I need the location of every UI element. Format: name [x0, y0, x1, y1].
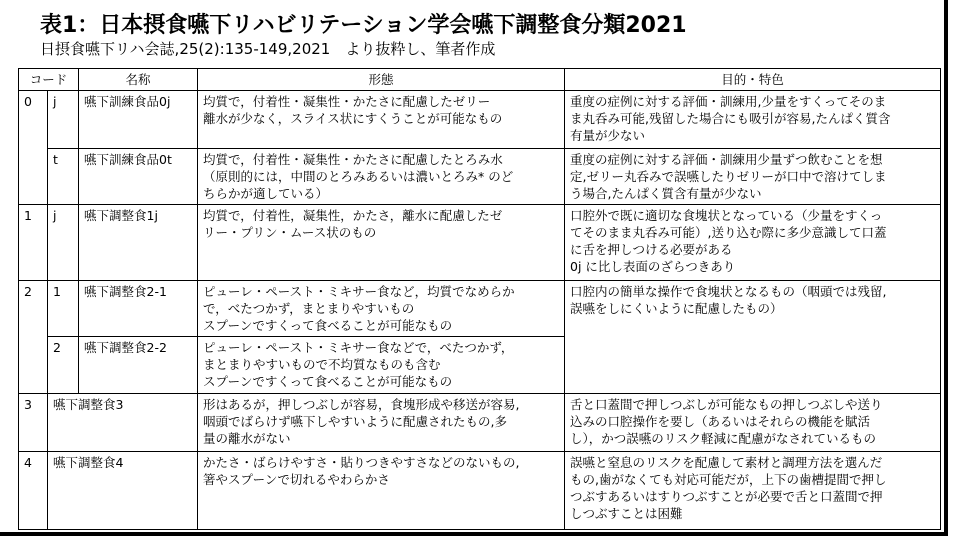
subcode-cell: j	[48, 91, 79, 149]
purpose-cell: 口腔外で既に適切な食塊状となっている（少量をすくっ てそのまま丸呑み可能）,送り込む際に多少意識して口蓋 に舌を押しつける必要がある 0j に比し表面のざらつきあり	[565, 205, 941, 281]
purpose-cell: 口腔内の簡単な操作で食塊状となるもの（咽頭では残留, 誤嚥をしにくいように配慮したもの）	[565, 281, 941, 394]
name-cell: 嚥下訓練食品0j	[79, 91, 198, 149]
name-cell: 嚥下訓練食品0t	[79, 149, 198, 205]
dysphagia-diet-table	[18, 68, 941, 530]
table-row	[19, 91, 941, 149]
purpose-cell: 舌と口蓋間で押しつぶしが可能なもの押しつぶしや送り 込みの口腔操作を要し（あるいはそれらの機能を賦活 し），かつ誤嚥のリスク軽減に配慮がなされているもの	[565, 394, 941, 452]
subcode-cell: j	[48, 205, 79, 281]
table-row	[19, 205, 941, 281]
source-citation: 日摂食嚥下リハ会誌,25(2):135-149,2021 より抜粋し、筆者作成	[40, 40, 496, 58]
name-cell: 嚥下調整食4	[48, 452, 198, 530]
subcode-cell: 1	[48, 281, 79, 337]
table-row	[19, 394, 941, 452]
header-name: 名称	[79, 69, 198, 91]
header-purpose: 目的・特色	[565, 69, 941, 91]
form-cell: 均質で，付着性・凝集性・かたさに配慮したゼリー 離水が少なく，スライス状にすくうことが可能なもの	[198, 91, 565, 149]
code-cell: 2	[19, 281, 48, 394]
code-cell: 0	[19, 91, 48, 205]
table-row	[19, 452, 941, 530]
form-cell: ピューレ・ペースト・ミキサー食など，均質でなめらか で，べたつかず，まとまりやすいもの スプーンですくって食べることが可能なもの	[198, 281, 565, 337]
subcode-cell: t	[48, 149, 79, 205]
name-cell: 嚥下調整食3	[48, 394, 198, 452]
name-cell: 嚥下調整食2-1	[79, 281, 198, 337]
table-header-row	[19, 69, 941, 91]
code-cell: 1	[19, 205, 48, 281]
table-row	[19, 281, 941, 337]
purpose-cell: 重度の症例に対する評価・訓練用,少量をすくってそのま ま丸呑み可能,残留した場合にも吸引が容易,たんぱく質含 有量が少ない	[565, 91, 941, 149]
purpose-cell: 重度の症例に対する評価・訓練用少量ずつ飲むことを想 定,ゼリー丸呑みで誤嚥したりゼリーが口中で溶けてしま う場合,たんぱく質含有量が少ない	[565, 149, 941, 205]
name-cell: 嚥下調整食1j	[79, 205, 198, 281]
header-code: コード	[19, 69, 79, 91]
form-cell: 均質で，付着性・凝集性・かたさに配慮したとろみ水 （原則的には，中間のとろみあるいは濃いとろみ* のど ちらかが適している）	[198, 149, 565, 205]
subcode-cell: 2	[48, 337, 79, 394]
form-cell: 均質で，付着性，凝集性，かたさ，離水に配慮したゼ リー・プリン・ムース状のもの	[198, 205, 565, 281]
form-cell: 形はあるが，押しつぶしが容易，食塊形成や移送が容易, 咽頭でばらけず嚥下しやすいように配慮されたもの,多 量の離水がない	[198, 394, 565, 452]
form-cell: ピューレ・ペースト・ミキサー食などで，べたつかず， まとまりやすいもので不均質なものも含む スプーンですくって食べることが可能なもの	[198, 337, 565, 394]
header-form: 形態	[198, 69, 565, 91]
name-cell: 嚥下調整食2-2	[79, 337, 198, 394]
table-row	[19, 149, 941, 205]
form-cell: かたさ・ばらけやすさ・貼りつきやすさなどのないもの, 箸やスプーンで切れるやわらかさ	[198, 452, 565, 530]
code-cell: 4	[19, 452, 48, 530]
purpose-cell: 誤嚥と窒息のリスクを配慮して素材と調理方法を選んだ もの,歯がなくても対応可能だが，上下の歯槽提間で押し つぶすあるいはすりつぶすことが必要で舌と口蓋間で押 しつぶすことは困難	[565, 452, 941, 530]
code-cell: 3	[19, 394, 48, 452]
page-title: 表1：日本摂食嚥下リハビリテーション学会嚥下調整食分類2021	[40, 13, 687, 38]
